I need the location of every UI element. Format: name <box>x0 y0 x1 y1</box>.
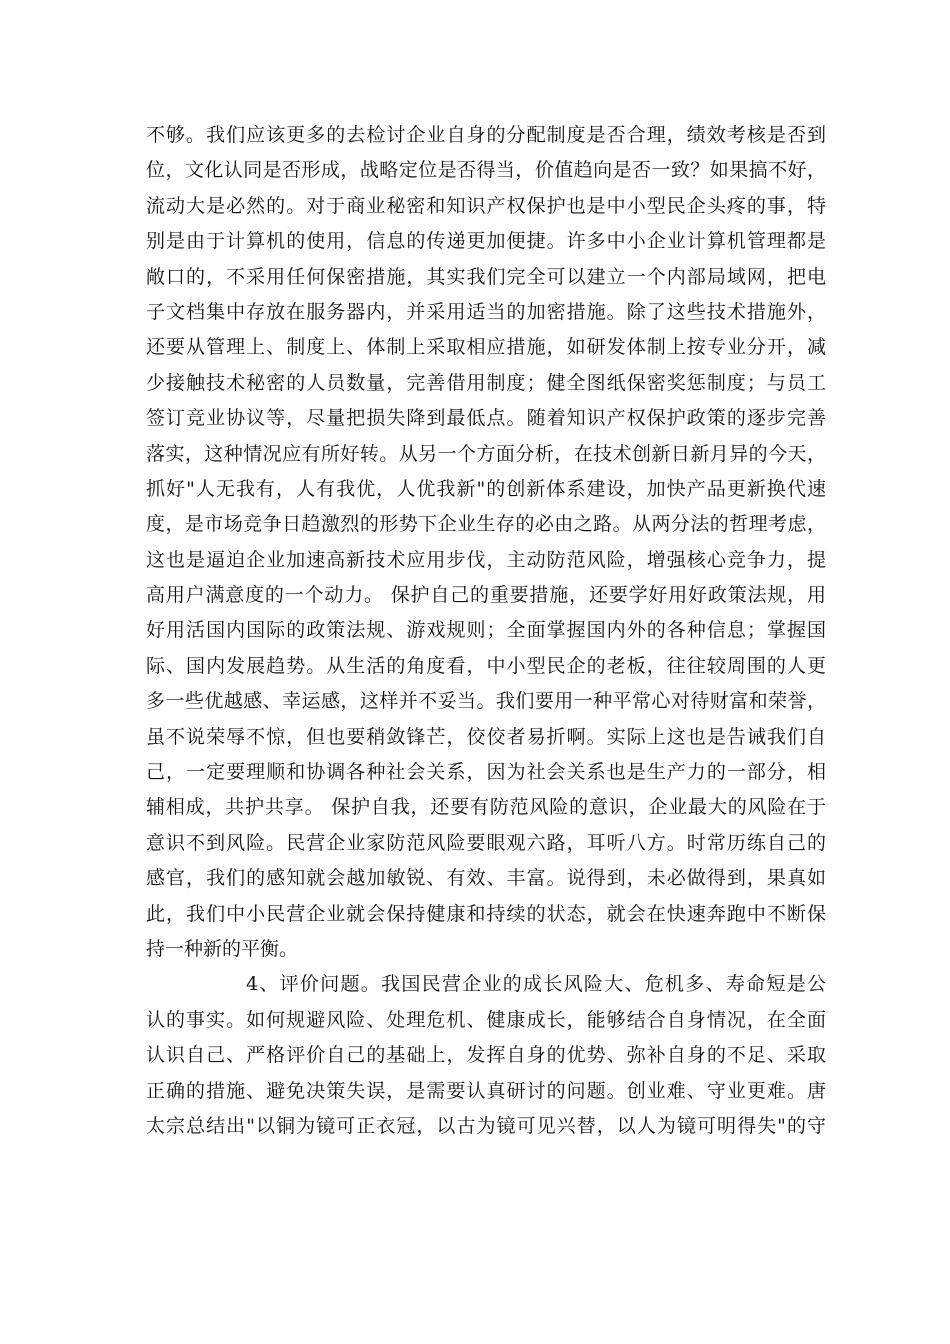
text-line: 好用活国内国际的政策法规、游戏规则；全面掌握国内外的各种信息；掌握国 <box>146 619 826 642</box>
text-line: 不够。我们应该更多的去检讨企业自身的分配制度是否合理，绩效考核是否到 <box>146 124 826 146</box>
text-line: 辅相成，共护共享。 保护自我，还要有防范风险的意识，企业最大的风险在于 <box>146 796 826 819</box>
text-line: 此，我们中小民营企业就会保持健康和持续的状态，就会在快速奔跑中不断保 <box>146 902 826 925</box>
text-line: 敞口的，不采用任何保密措施，其实我们完全可以建立一个内部局域网，把电 <box>146 265 826 288</box>
body-text <box>146 118 826 1144</box>
text-line: 正确的措施、避免决策失误，是需要认真研讨的问题。创业难、守业更难。唐 <box>146 1079 826 1102</box>
text-line: 际、国内发展趋势。从生活的角度看，中小型民企的老板，往往较周围的人更 <box>146 654 826 677</box>
text-line: 意识不到风险。民营企业家防范风险要眼观六路，耳听八方。时常历练自己的 <box>146 831 826 854</box>
text-line: 太宗总结出"以铜为镜可正衣冠，以古为镜可见兴替，以人为镜可明得失"的守 <box>146 1114 826 1137</box>
text-line: 落实，这种情况应有所好转。从另一个方面分析，在技术创新日新月异的今天， <box>146 442 826 465</box>
text-line: 己，一定要理顺和协调各种社会关系，因为社会关系也是生产力的一部分，相 <box>146 761 826 784</box>
section-heading-line: 4、评价问题。我国民营企业的成长风险大、危机多、寿命短是公 <box>246 973 826 996</box>
text-line: 这也是逼迫企业加速高新技术应用步伐，主动防范风险，增强核心竞争力，提 <box>146 548 826 571</box>
text-line: 度，是市场竞争日趋激烈的形势下企业生存的必由之路。从两分法的哲理考虑， <box>146 513 826 536</box>
text-line: 认识自己、严格评价自己的基础上，发挥自身的优势、弥补自身的不足、采取 <box>146 1044 826 1067</box>
text-line: 流动大是必然的。对于商业秘密和知识产权保护也是中小型民企头疼的事，特 <box>146 194 826 217</box>
text-line: 感官，我们的感知就会越加敏锐、有效、丰富。说得到，未必做得到，果真如 <box>146 867 826 890</box>
text-line: 位，文化认同是否形成，战略定位是否得当，价值趋向是否一致？如果搞不好， <box>146 159 826 182</box>
text-line: 还要从管理上、制度上、体制上采取相应措施，如研发体制上按专业分开，减 <box>146 336 826 359</box>
text-line: 抓好"人无我有，人有我优，人优我新"的创新体系建设，加快产品更新换代速 <box>146 477 826 500</box>
text-line: 签订竞业协议等，尽量把损失降到最低点。随着知识产权保护政策的逐步完善 <box>146 407 826 430</box>
text-line: 少接触技术秘密的人员数量，完善借用制度；健全图纸保密奖惩制度；与员工 <box>146 371 826 394</box>
text-line: 高用户满意度的一个动力。 保护自己的重要措施，还要学好用好政策法规，用 <box>146 584 826 607</box>
text-line: 子文档集中存放在服务器内，并采用适当的加密措施。除了这些技术措施外， <box>146 300 826 323</box>
text-line: 虽不说荣辱不惊，但也要稍敛锋芒，佼佼者易折啊。实际上这也是告诫我们自 <box>146 725 826 748</box>
text-line: 多一些优越感、幸运感，这样并不妥当。我们要用一种平常心对待财富和荣誉， <box>146 690 826 713</box>
text-line: 别是由于计算机的使用，信息的传递更加便捷。许多中小企业计算机管理都是 <box>146 230 826 253</box>
text-line: 认的事实。如何规避风险、处理危机、健康成长，能够结合自身情况，在全面 <box>146 1008 826 1031</box>
text-line: 持一种新的平衡。 <box>146 937 299 960</box>
